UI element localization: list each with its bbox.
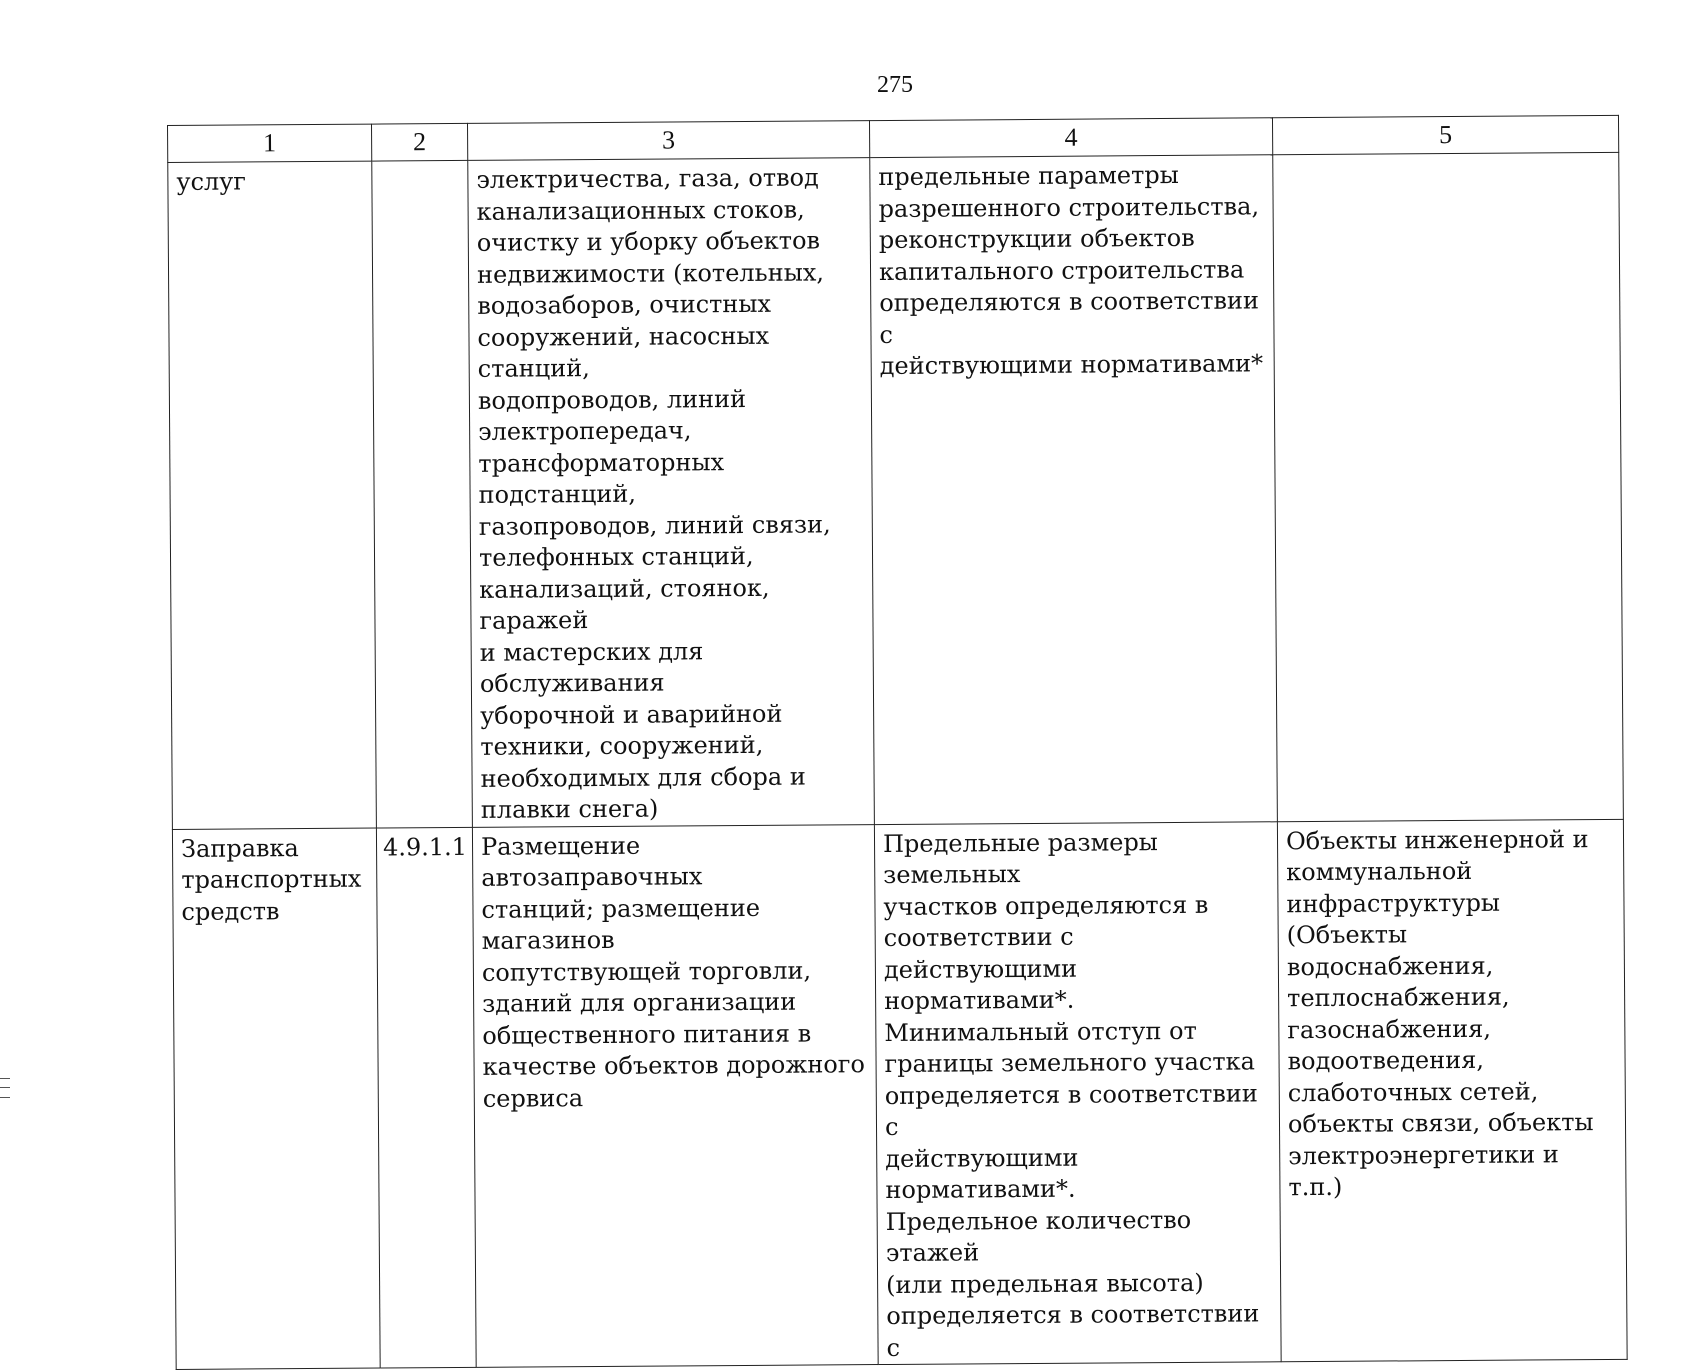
cell-use-name: Заправка транспортных средств [172, 828, 380, 1370]
cell-use-name: услуг [168, 161, 377, 829]
cell-auxiliary-uses [1273, 152, 1624, 821]
scan-edge-mark [0, 1078, 10, 1098]
cell-auxiliary-uses: Объекты инженерной и коммунальной инфраструктуры (Объекты водоснабжения, теплоснабжения, газоснабжения, водоотведения, слаботочных сетей, объекты связи, объекты электроэнергетики и т.п.) [1277, 819, 1627, 1362]
cell-parameters: Предельные размеры земельных участков определяются в соответствии с действующими нормативами*. Минимальный отступ от границы земельного участка определяется в соответствии с действующими нормативами*. Предельное количество этажей (или предельная высота) определяется в соответствии с [874, 821, 1281, 1364]
cell-use-description: электричества, газа, отвод канализационных стоков, очистку и уборку объектов недвижимости (котельных, водозаборов, очистных сооружений, насосных станций, водопроводов, линий электропередач, трансформаторных подстанций, газопроводов, линий связи, телефонных станций, канализаций, стоянок, гаражей и мастерских для обслуживания уборочной и аварийной техники, сооружений, необходимых для сбора и плавки снега) [468, 158, 875, 827]
column-header-5: 5 [1272, 115, 1618, 154]
column-header-4: 4 [869, 118, 1272, 158]
table-row [172, 819, 1627, 1370]
land-use-table [167, 115, 1628, 1370]
page-number: 275 [877, 72, 913, 98]
column-header-3: 3 [467, 121, 869, 161]
column-header-1: 1 [168, 124, 372, 162]
cell-use-code [372, 160, 473, 827]
table-row [168, 152, 1624, 829]
column-header-2: 2 [371, 123, 467, 161]
cell-use-description: Размещение автозаправочных станций; размещение магазинов сопутствующей торговли, зданий для организации общественного питания в качестве объектов дорожного сервиса [472, 824, 878, 1367]
cell-parameters: предельные параметры разрешенного строительства, реконструкции объектов капитального строительства определяются в соответствии с действующими нормативами* [870, 155, 1278, 824]
cell-use-code: 4.9.1.1 [376, 827, 476, 1368]
